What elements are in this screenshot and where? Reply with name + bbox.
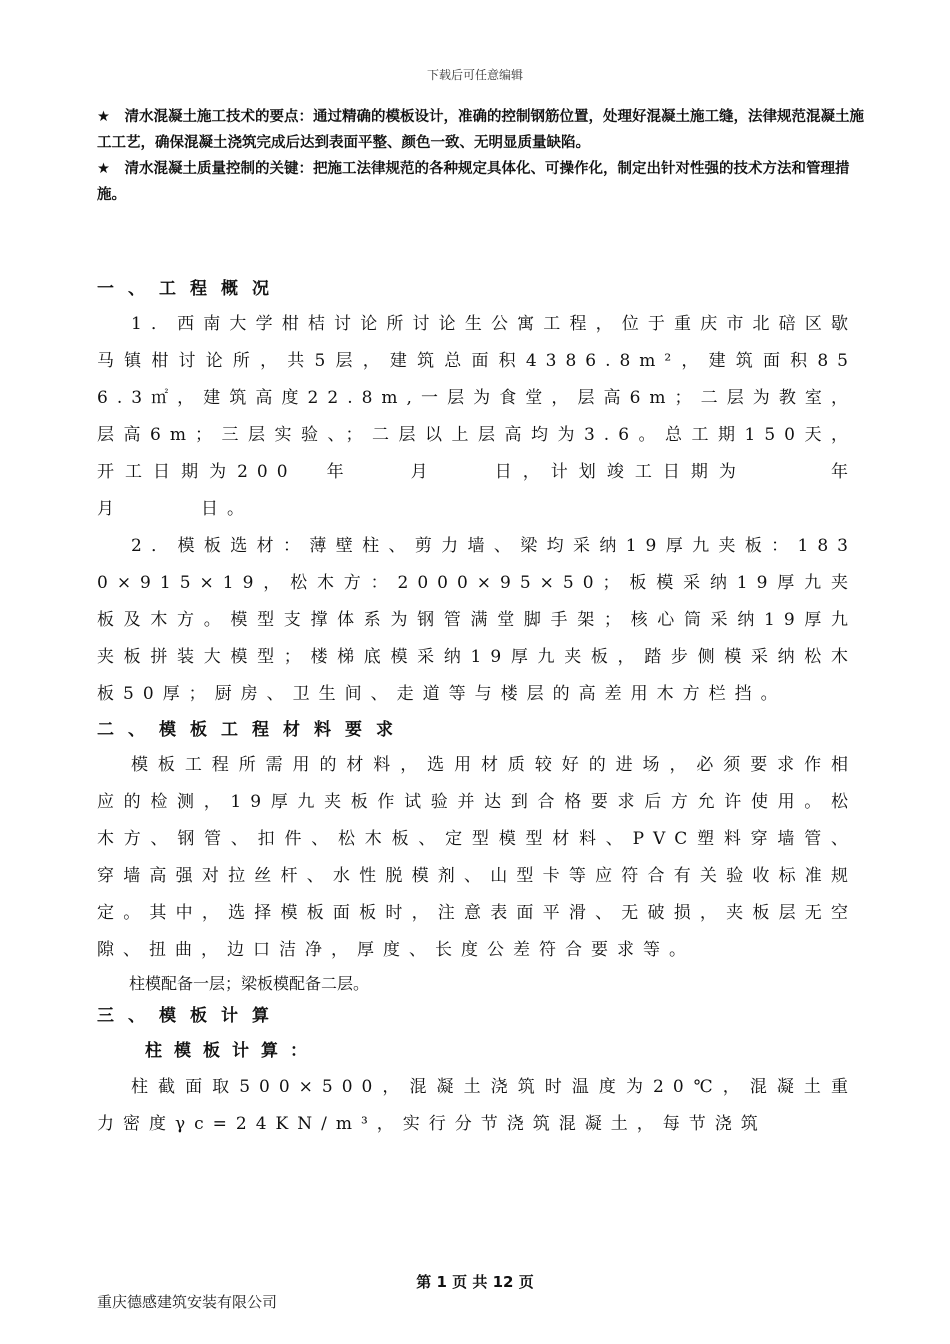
section-heading-calculation: 三、模板计算 <box>97 1006 283 1026</box>
overview-paragraph-2: 2．模板选材：薄壁柱、剪力墙、梁均采纳19厚九夹板：1830×915×19，松木方：2000×95×50；板模采纳19厚九夹板及木方。模型支撑体系为钢管满堂脚手架；核心筒采纳19厚九夹板拼装大模型；楼梯底模采纳19厚九夹板，踏步侧模采纳松木板50厚；厨房、卫生间、走道等与楼层的高差用木方栏挡。 <box>97 536 857 704</box>
subheading-column-formwork: 柱模板计算： <box>145 1041 319 1061</box>
key-point-2: ★ 清水混凝土质量控制的关键：把施工法律规范的各种规定具体化、可操作化，制定出针对性强的技术方法和管理措施。 <box>97 161 850 203</box>
header-note: 下载后可任意编辑 <box>426 68 523 82</box>
overview-paragraph-1: 1．西南大学柑桔讨论所讨论生公寓工程，位于重庆市北碚区歇马镇柑讨论所，共5层，建筑总面积4386.8m²，建筑面积856.3㎡，建筑高度22.8m,一层为食堂，层高6m；二层为教室，层高6m；三层实验、；二层以上层高均为3.6。总工期150天，开工日期为200 年 月 日，计划竣工日期为 年 月 日。 <box>97 314 935 519</box>
section-heading-materials: 二、模板工程材料要求 <box>97 720 407 740</box>
section-heading-overview: 一、工程概况 <box>97 279 283 299</box>
company-name: 重庆德感建筑安装有限公司 <box>97 1293 278 1311</box>
calculation-paragraph-1: 柱截面取500×500，混凝土浇筑时温度为20℃，混凝土重力密度γc=24KN/m³，实行分节浇筑混凝土，每节浇筑 <box>97 1077 857 1134</box>
key-point-1: ★ 清水混凝土施工技术的要点：通过精确的模板设计，准确的控制钢筋位置，处理好混凝土施工缝，法律规范混凝土施工工艺，确保混凝土浇筑完成后达到表面平整、颜色一致、无明显质量缺陷。 <box>97 109 864 151</box>
key-points <box>97 104 867 208</box>
document-body <box>97 272 935 1143</box>
page-number: 第 1 页 共 12 页 <box>416 1273 534 1291</box>
materials-paragraph-1: 模板工程所需用的材料，选用材质较好的进场，必须要求作相应的检测，19厚九夹板作试验并达到合格要求后方允许使用。松木方、钢管、扣件、松木板、定型模型材料、PVC塑料穿墙管、穿墙高强对拉丝杆、水性脱模剂、山型卡等应符合有关验收标准规定。其中，选择模板面板时，注意表面平滑、无破损，夹板层无空隙、扭曲，边口洁净，厚度、长度公差符合要求等。 <box>97 755 857 960</box>
materials-paragraph-2: 柱模配备一层；梁板模配备二层。 <box>129 974 370 993</box>
